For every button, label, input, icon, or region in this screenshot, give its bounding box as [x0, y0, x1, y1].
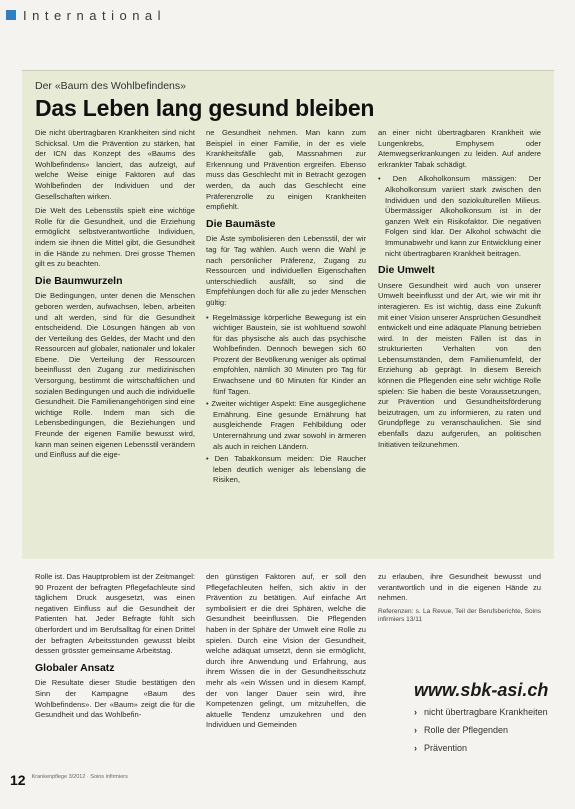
article-column-1: [35, 128, 195, 465]
related-link[interactable]: [414, 724, 564, 736]
subheading-baumaeste: Die Baumäste: [206, 217, 276, 230]
article-column-3: [378, 128, 541, 454]
references-note: Referenzen: s. La Revue, Teil der Berufsberichte, Soins infirmiers 13/11: [378, 607, 541, 624]
paragraph: Die Resultate dieser Studie bestätigen den Sinn der Kampagne «Baum des Wohlbefindens». Der «Baum» zeigt die für die Gesundheit und das Wohlbefin-: [35, 678, 195, 720]
lower-column-2: [206, 572, 366, 735]
paragraph: den günstigen Faktoren auf, er soll den Pflegefachleuten helfen, sich aktiv in der Prävention zu betätigen. Auf einfache Art symbolisiert er die drei Sphären, welche die Gesundheit beeinflussen. Die Pflegenden haben in der Sphäre der Umwelt eine Rolle zu spielen. Durch eine Vision der Gesundheit, welche adäquat umsetzt, denn sie ermöglicht, durch ihre Anwendung und Erfahrung, aus ihrem Wissen die in der Gesundheitsschutz mehr als «ein Wissen und in diesem Kampf, der von langer Dauer sein wird, ihre Kompetenzen gelingt, um mitzuhelfen, die aktuelle Tendenz umzukehren und den Individuen und Gemeinden: [206, 572, 366, 730]
article-kicker: Der «Baum des Wohlbefindens»: [35, 80, 186, 92]
related-link-label: Rolle der Pflegenden: [424, 725, 509, 735]
website-link[interactable]: www.sbk-asi.ch: [414, 680, 549, 700]
paragraph: an einer nicht übertragbaren Krankheit wie Lungenkrebs, Emphysem oder Atemwegserkrankungen zu leiden. Auf andere erkrankter Tabak schädigt.: [378, 128, 541, 169]
subheading-baumwurzeln: Die Baumwurzeln: [35, 274, 123, 287]
publication-info: Krankenpflege 3/2012 · Soins infirmiers: [31, 774, 128, 780]
lower-column-1: [35, 572, 195, 725]
list-item: • Regelmässige körperliche Bewegung ist ein wichtiger Baustein, sie ist wohltuend sowohl für das physische als auch das psychische Wohlbefinden. Dennoch bewegen sich 60 Prozent der Bevölkerung weniger als optimal empfohlen, nämlich 30 Minuten pro Tag für Erwachsene und 60 Minuten für Kinder an fünf Tagen.: [206, 313, 366, 398]
bullet-list: [378, 174, 541, 259]
paragraph: Die nicht übertragbaren Krankheiten sind nicht Schicksal. Um die Prävention zu stärken, hat der ICN das Konzept des «Baums des Wohlbefindens» lanciert, das aufzeigt, auf welche Weise einige Faktoren auf das Wohlbefinden der Individuen und der Gesellschaften wirken.: [35, 128, 195, 201]
paragraph: ne Gesundheit nehmen. Man kann zum Beispiel in einer Familie, in der es viele Krankheitsfälle gab, Massnahmen zur Erkennung und Prävention ergreifen. Ebenso muss das Geschlecht mit in Betracht gezogen werden, da auch das Geschlecht eine Präferenzrolle zu einigen Krankheiten empfiehlt.: [206, 128, 366, 212]
paragraph: Rolle ist. Das Hauptproblem ist der Zeitmangel: 90 Prozent der befragten Pflegefachleute sind täglichem Druck ausgesetzt, was einen negativen Einfluss auf die Gesundheit der Patienten hat. Jeder Befragte fühlt sich überfordert und im Berufsalltag für einen Drittel der befragten Arbeitsstunden gewusst bleibt dessen grösster gemeinsame Arbeitstag.: [35, 572, 195, 656]
related-link-label: Prävention: [424, 743, 468, 753]
paragraph: Die Bedingungen, unter denen die Menschen geboren werden, aufwachsen, leben, arbeiten und alt werden, sind für die Gesundheit entscheidend. Die Lösungen hängen ab von der Verteilung des Geldes, der Macht und den Ressourcen auf globaler, nationaler und lokaler Ebene. Die Verteilung der Ressourcen beeinflusst den Zugang zur medizinischen Versorgung, bestimmt die wirtschaftlichen und sozialen Bedingungen und auch die individuelle Gesundheit. Die Familienangehörigen sind eine wichtige Rolle. Indem man sich die Lebensbedingungen, die Beziehungen und Freunde der eigenen Familie bewusst wird, kann man seinen eigenen Lebensstil verändern und Einfluss auf die eige-: [35, 291, 196, 460]
article-title: Das Leben lang gesund bleiben: [35, 95, 375, 121]
lower-column-3: [378, 572, 541, 625]
chevron-right-icon: ›: [414, 707, 417, 717]
bullet-list: [206, 313, 366, 487]
page-number: 12: [10, 772, 26, 788]
list-item: • Zweiter wichtiger Aspekt: Eine ausgeglichene Ernährung. Eine gesunde Ernährung hat ausgleichende Fragen Fehlbildung oder Unterernährung und zwar sowohl in ärmeren als auch in reichen Ländern.: [206, 399, 366, 452]
related-link[interactable]: [414, 706, 564, 718]
related-link-label: nicht übertragbare Krankheiten: [424, 707, 548, 717]
subheading-umwelt: Die Umwelt: [378, 264, 435, 277]
paragraph: Die Welt des Lebensstils spielt eine wichtige Rolle für die Gesundheit, und die Erziehung ermöglicht selbstverantwortliche Individuen, indem sie ihnen die Mittel gibt, die Gesundheit in die Hände zu nehmen. Drei grosse Themen gilt es zu beachten.: [35, 206, 195, 269]
section-square-icon: [6, 10, 16, 20]
article-column-2: [206, 128, 366, 488]
related-link[interactable]: [414, 742, 564, 754]
chevron-right-icon: ›: [414, 743, 417, 753]
paragraph: zu erlauben, ihre Gesundheit bewusst und verantwortlich und in die eigenen Hände zu nehmen.: [378, 572, 541, 603]
section-header: [6, 4, 166, 26]
section-label: International: [23, 7, 167, 23]
chevron-right-icon: ›: [414, 725, 417, 735]
list-item: • Den Alkoholkonsum mässigen: Der Alkoholkonsum variiert stark zwischen den Individuen und den soziokulturellen Milieus. Übermässiger Alkoholkonsum ist in der ganzen Welt ein Risikofaktor. Die negativen Folgen sind klar. Der Alkohol schwächt die Immunabwehr und kann zur Entwicklung einer nicht übertragbaren Krankheit beitragen.: [378, 174, 541, 259]
subheading-globaler-ansatz: Globaler Ansatz: [35, 661, 115, 674]
page-footer: [10, 772, 128, 788]
list-item: • Den Tabakkonsum meiden: Die Raucher leben deutlich weniger als lebenslang die Risiken,: [206, 454, 366, 486]
related-links: [414, 706, 564, 760]
paragraph: Die Äste symbolisieren den Lebensstil, der wir tag für Tag wählen. Auch wenn die Wahl je nach persönlicher Präferenz, Zugang zu Ressourcen und individuellen Eigenschaften unterschiedlich ausfällt, so sind die Empfehlungen doch für alle zu jeder Menschen gültig:: [206, 234, 366, 307]
paragraph: Unsere Gesundheit wird auch von unserer Umwelt beeinflusst und der Art, wie wir mit ihr interagieren. Es ist wichtig, dass eine Zukunft mit einer Vision unserer Ansprüchen Gesundheit entwickelt und eine adäquate Planung betrieben wird. In der meisten Fällen ist das in strukturierten Verhalten von den Lebensumständen, dem Familienumfeld, der Erziehung ab geprägt. In diesem Bereich können die Pflegenden eine sehr wichtige Rolle spielen: Sie haben die beste Voraussetzungen, zur Prävention und Gesundheitsförderung beizutragen, um zu informieren, zu raten und Grundpflege zu veranschaulichen. Sie sind ebenfalls dazu aufgerufen, an politischen Initiativen teilzunehmen.: [378, 280, 541, 449]
